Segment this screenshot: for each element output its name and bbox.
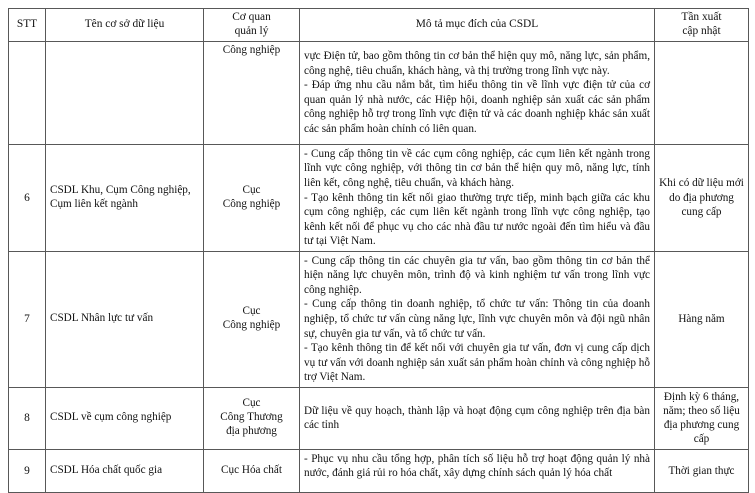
cell-managing-agency — [204, 387, 300, 449]
cell-update-frequency: Định kỳ 6 tháng, năm; theo số liệu địa phương cung cấp — [655, 387, 749, 449]
cell-managing-agency — [204, 449, 300, 492]
table-row — [9, 251, 749, 387]
agency-line-3: địa phương — [226, 425, 277, 438]
cell-managing-agency — [204, 144, 300, 251]
description-paragraph: - Tạo kênh thông tin kết nối giao thường trực tiếp, minh bạch giữa các khu cụm công nghiệp, các cụm liên kết ngành trong lĩnh vực công nghiệp, tạo kênh kết nối để phục vụ cho các nhà đầu tư nước ngoài đến tìm hiểu và đầu tư tại Việt Nam. — [304, 191, 650, 248]
description-paragraph: - Cung cấp thông tin doanh nghiệp, tổ chức tư vấn: Thông tin của doanh nghiệp, tổ chức tư vấn cùng năng lực, lĩnh vực chuyên môn và đội ngũ nhân sự, chuyên gia tư vấn, và tổ chức tư vấn. — [304, 298, 650, 340]
column-header-database-name: Tên cơ sở dữ liệu — [46, 9, 204, 42]
table-row — [9, 144, 749, 251]
table-row — [9, 449, 749, 492]
column-header-managing-agency — [204, 9, 300, 42]
table-row — [9, 387, 749, 449]
cell-database-name: CSDL Hóa chất quốc gia — [46, 449, 204, 492]
column-header-update-frequency — [655, 9, 749, 42]
agency-line-2: Công nghiệp — [222, 197, 281, 210]
cell-stt: 6 — [9, 144, 46, 251]
column-header-description: Mô tả mục đích của CSDL — [300, 9, 655, 42]
cell-database-name: CSDL về cụm công nghiệp — [46, 387, 204, 449]
agency-line-1: Cục — [242, 183, 261, 196]
description-paragraph: - Tạo kênh thông tin để kết nối với chuyên gia tư vấn, đơn vị cung cấp dịch vụ tư vấn với doanh nghiệp sản xuất sản phẩm hoàn chỉnh và công nghiệp hỗ trợ Việt Nam. — [304, 342, 650, 384]
cell-stt: 9 — [9, 449, 46, 492]
cell-update-frequency: Khi có dữ liệu mới do địa phương cung cấp — [655, 144, 749, 251]
cell-update-frequency: Thời gian thực — [655, 449, 749, 492]
cell-stt — [9, 41, 46, 144]
cell-database-name: CSDL Nhân lực tư vấn — [46, 251, 204, 387]
table-row — [9, 41, 749, 144]
cell-description — [300, 41, 655, 144]
agency-line-1: Cục — [242, 397, 261, 410]
table-body — [9, 41, 749, 492]
description-paragraph: - Đáp ứng nhu cầu nắm bắt, tìm hiểu thông tin về lĩnh vực điện tử của cơ quan quản lý nhà nước, các Hiệp hội, doanh nghiệp sản xuất các sản phẩm công nghiệp hỗ trợ trong lĩnh vực điện tử và các doanh nghiệp khác sản xuất các sản phẩm hoàn chỉnh có liên quan. — [304, 79, 650, 135]
description-paragraph: - Cung cấp thông tin các chuyên gia tư vấn, bao gồm thông tin cơ bản thể hiện năng lực chuyên môn, trình độ và kinh nghiệm tư vấn trong lĩnh vực công nghiệp. — [304, 254, 650, 296]
cell-description — [300, 251, 655, 387]
column-header-stt: STT — [9, 9, 46, 42]
cell-managing-agency — [204, 251, 300, 387]
cell-stt: 8 — [9, 387, 46, 449]
cell-description — [300, 449, 655, 492]
description-paragraph: - Phục vụ nhu cầu tổng hợp, phân tích số liệu hỗ trợ hoạt động quản lý nhà nước, đánh giá rủi ro hóa chất, xây dựng chính sách quản lý hóa chất — [304, 452, 650, 480]
column-header-update-frequency-line2: cập nhật — [682, 24, 721, 37]
cell-database-name — [46, 41, 204, 144]
cell-update-frequency: Hàng năm — [655, 251, 749, 387]
table-header-row — [9, 9, 749, 42]
column-header-update-frequency-line1: Tần xuất — [681, 11, 722, 23]
agency-line-1: Cục — [242, 305, 261, 318]
cell-stt: 7 — [9, 251, 46, 387]
agency-line-2: Công nghiệp — [222, 319, 281, 332]
cell-managing-agency — [204, 41, 300, 144]
description-paragraph: - Cung cấp thông tin về các cụm công nghiệp, các cụm liên kết ngành trong lĩnh vực công nghiệp, với thông tin cơ bản thể hiện quy mô, năng lực, tính liên kết, công nghệ, tiêu chuẩn, và khách hàng. — [304, 147, 650, 189]
table-header — [9, 9, 749, 42]
cell-database-name: CSDL Khu, Cụm Công nghiệp, Cụm liên kết ngành — [46, 144, 204, 251]
cell-update-frequency — [655, 41, 749, 144]
agency-line-1: Công nghiệp — [222, 43, 281, 56]
agency-line-2: Công Thương — [220, 411, 283, 424]
agency-line-1: Cục Hóa chất — [221, 463, 282, 476]
column-header-managing-agency-line1: Cơ quan — [232, 11, 271, 23]
cell-description — [300, 387, 655, 449]
document-page — [0, 8, 755, 480]
description-paragraph: Dữ liệu về quy hoạch, thành lập và hoạt động cụm công nghiệp trên địa bàn các tỉnh — [304, 404, 650, 432]
description-paragraph: vực Điện tử, bao gồm thông tin cơ bản thể hiện quy mô, năng lực, sản phẩm, công nghệ, tiêu chuẩn, khách hàng, và thị trường trong lĩnh vực này. — [304, 50, 650, 77]
column-header-managing-agency-line2: quản lý — [234, 24, 269, 37]
csdl-table — [8, 8, 749, 493]
cell-description — [300, 144, 655, 251]
